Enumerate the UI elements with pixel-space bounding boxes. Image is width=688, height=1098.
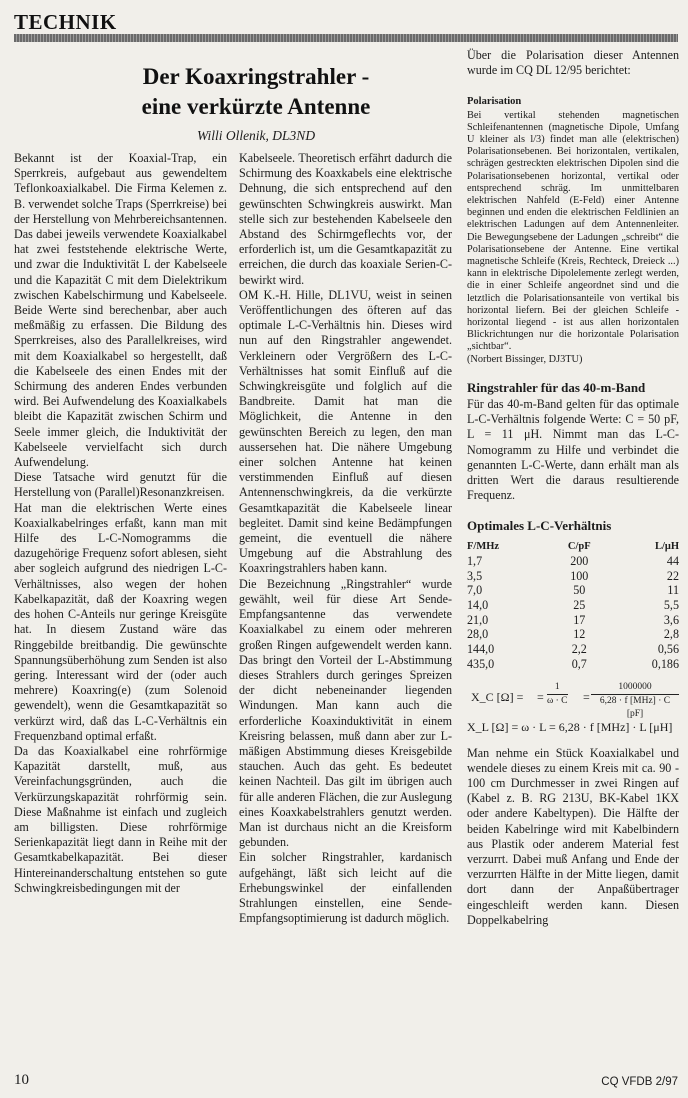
paragraph: Man nehme ein Stück Koaxialkabel und wendele dieses zu einem Kreis mit ca. 90 - 100 cm Durchmesser in zwei Ringen auf (Kabel z. B. RG 213U, BK-Kabel 1KX oder andere Kabeltypen). Die Hälfte der beiden Kabelringe wird mit Kabelbindern aus Plastik oder anderem Material fest verzurrt. Dabei muß Anfang und Ende der verzurrten Hälfte in der Mitte liegen, damit dort dann der Anpaßübertrager eingeschleift werden kann. Diesen Doppelkabelring (467, 745, 679, 927)
table-cell: 3,5 (467, 568, 483, 583)
table-cell: 25 (573, 598, 586, 613)
box-title: Polarisation (467, 96, 522, 108)
table-cell: 11 (667, 583, 679, 598)
table-cell: 2,8 (663, 627, 679, 642)
paragraph: Für das 40-m-Band gelten für das optimale L-C-Verhältnis folgende Werte: C = 50 pF, L = 11 μH. Nimmt man das L-C-Nomogramm zu Hilfe und verbindet die genannten L-C-Werte, dann erhält man als dritten Wert die daraus resultierende Frequenz. (467, 397, 679, 503)
xc-formula: X_C [Ω] = = $\frac{1}{\omega \cdot C}$ = 1000000 6,28 · f [MHz] · C [pF] (467, 680, 679, 716)
column-3 (467, 48, 679, 928)
box-credit: (Norbert Bissinger, DJ3TU) (467, 353, 583, 365)
header-rule (14, 34, 678, 42)
table-cell: 22 (666, 568, 679, 583)
table-cell: 3,6 (663, 612, 679, 627)
table-row (467, 569, 679, 584)
title-line-2: eine verkürzte Antenne (141, 94, 371, 119)
xc-fraction-2 (591, 681, 679, 721)
table-header-row (467, 539, 679, 554)
paragraph: Da das Koaxialkabel eine rohrförmige Kapazität darstellt, muß, aus Vereinfachungsgründen, auch die Verkürzungskapazität rohrförmig sein. Diese Maßnahme ist einfach und zugleich am billigsten. Diese rohrförmige Serienkapazität liegt dann in Reihe mit der Gesamtkabelkapazität. Bei dieser Hintereinanderschaltung entstehen so gute Schwingkreisbedingungen mit der (14, 743, 227, 895)
table-cell: 0,186 (651, 656, 679, 671)
paragraph: Kabelseele. Theoretisch erfährt dadurch die Schirmung des Koaxkabels eine elektrische Dehnung, die sich entsprechend auf den gewünschten Schwingkreis auswirkt. Man stelle sich zur bestehenden Kabelseele den Abstand des Schirmgeflechts vor, der erforderlich ist, um die Gesamtkapazität zu erreichen, die durch das koaxiale Serien-C- bewirkt wird. (239, 151, 452, 287)
table-row (467, 583, 679, 598)
xc-lhs: X_C [Ω] = (471, 689, 524, 704)
table-cell: 144,0 (467, 642, 495, 657)
xl-formula: X_L [Ω] = ω · L = 6,28 · f [MHz] · L [μH] (467, 719, 673, 734)
table-header: F/MHz (467, 540, 500, 552)
subheading-lc-ratio: Optimales L-C-Verhältnis (467, 517, 612, 533)
xc-fraction-1 (547, 681, 568, 708)
table-cell: 28,0 (467, 627, 489, 642)
paragraph: OM K.-H. Hille, DL1VU, weist in seinen Veröffentlichungen des öfteren auf das optimale L-C-Verhältnis hin. Dieses wird nun auf den Ringstrahler angewendet. Verkleinern oder Vergrößern des L-C-Verhältnisses hat somit Einfluß auf die Schwingkreisgüte und folglich auf die Bandbreite. Damit hat man die Möglichkeit, die Antenne in den gewünschten Bereich zu legen, den man aussersehen hat. Die nähere Umgebung einer solchen Antenne hat keinen verstimmenden Einfluß auf diesen Antennenschwingkreis, da die verkürzte Gesamtkapazität die Kabelseele linear begleitet. Damit sind keine Bedämpfungen gemeint, die eventuell die nähere Umgebung auf die Abstrahlung des Koaxringstrahlers haben kann. (239, 287, 452, 576)
intro-paragraph: Über die Polarisation dieser Antennen wurde im CQ DL 12/95 berichtet: (467, 48, 679, 78)
issue-label: CQ VFDB 2/97 (601, 1076, 678, 1088)
box-text: Bei vertikal stehenden magnetischen Schleifenantennen (magnetische Dipole, Umfang U kleiner als l/3) findet man alle (elektrischen) Polarisationsebenen. Bei horizontalen, vertikalen, schrägen gestreckten elektrischen Dipolen sind die Polarisationsebenen horizontal, vertikal oder entsprechend schräg. Im unmittelbaren elektrischen Nahfeld (E-Feld) einer Antenne beginnen und enden die elektrischen Feldlinien an elektrischen Ladungen auf dem Antennenleiter. Die Bewegungsebene der Ladungen „schreibt“ die Polarisationsebene der Antenne. Eine vertikal magnetische Schleife (Kreis, Rechteck, Dreieck ...) kann in elektrische Dipolelemente zerlegt werden, die in einer Schleife angeordnet sind und die letztlich die Polarisationsanteile von vertikal bis horizontal liefern. Bei der gleichen Schleife - horizontal liegend - ist aus allen horizontalen Blickrichtungen nur die horizontale Polarisation „sichtbar“. (467, 109, 679, 353)
table-cell: 200 (570, 553, 589, 568)
table-cell: 21,0 (467, 612, 489, 627)
fraction-numerator: 1000000 (591, 681, 679, 695)
table-cell: 435,0 (467, 656, 495, 671)
table-cell: 0,7 (571, 656, 587, 671)
table-row (467, 657, 679, 672)
column-2 (239, 151, 452, 926)
table-row (467, 627, 679, 642)
paragraph: Die Bezeichnung „Ringstrahler“ wurde gewählt, weil für diese Art Sende-Empfangsantenne das verwendete Koaxialkabel zu einem oder mehreren großen Ringen aufgewendelt werden kann. Das bringt den Vorteil der L-Abstimmung dieses Strahlers durch geringes Spreizen der dicht nebeneinander liegenden Windungen. Man kann auch die erforderliche Koaxinduktivität in einem Kreisring belassen, muß dann aber zur L-mäßigen Abstimmung dieses Kreisgebilde stauchen. Auch das geht. Es bedeutet keinen Nachteil. Das gilt im übrigen auch für alle anderen Flächen, die zur Auslegung eines Koaxkabelstrahlers genutzt werden. Man ist durchaus nicht an die Kreisform gebunden. (239, 576, 452, 850)
column-1 (14, 151, 227, 896)
paragraph: Ein solcher Ringstrahler, kardanisch aufgehängt, läßt sich leicht auf die Erhebungswinkel der einfallenden Strahlungen einstellen, eine Sende-Empfangsoptimierung ist dadurch möglich. (239, 850, 452, 926)
section-header: TECHNIK (14, 10, 117, 34)
table-row (467, 642, 679, 657)
table-header: L/μH (654, 540, 679, 552)
table-cell: 2,2 (571, 642, 587, 657)
polarisation-box (467, 96, 679, 365)
table-row (467, 598, 679, 613)
table-cell: 17 (573, 612, 586, 627)
table-row (467, 613, 679, 628)
table-cell: 14,0 (467, 598, 489, 613)
title-line-1: Der Koaxringstrahler - (142, 64, 370, 89)
table-cell: 50 (573, 583, 586, 598)
table-cell: 12 (573, 627, 586, 642)
fraction-numerator: 1 (547, 681, 568, 695)
table-cell: 100 (570, 568, 589, 583)
article-author: Willi Ollenik, DL3ND (196, 128, 316, 143)
lc-table (467, 539, 679, 672)
table-cell: 5,5 (663, 598, 679, 613)
table-header: C/pF (567, 540, 591, 552)
article-title (60, 62, 452, 122)
fraction-denominator: 6,28 · f [MHz] · C [pF] (599, 695, 671, 719)
table-row (467, 554, 679, 569)
table-cell: 1,7 (467, 553, 483, 568)
table-cell: 0,56 (657, 642, 679, 657)
paragraph: Hat man die elektrischen Werte eines Koaxialkabelringes erfaßt, kann man mit Hilfe des L-C-Nomogramms die dazugehörige Frequenz sofort ablesen, sieht aber sogleich aufgrund des niedrigen L-C-Verhältnisses, also wegen der hohen Kabelkapazität, daß der Koaxring wegen des hohen C-Anteils nur geringe Kreisgüte hat. In diesem Zustand wäre das Ringgebilde breitbandig. Die gewünschte Spannungsüberhöhung zum Senden ist also gering. Interessant wird der (oder auch mehrere) Koaxring(e) (zum Solenoid gewendelt), wenn die Gesamtkapazität so verkürzt wird, daß das L-C-Verhältnis ein Frequenzband optimal erfaßt. (14, 500, 227, 743)
table-cell: 7,0 (467, 583, 483, 598)
paragraph: Diese Tatsache wird genutzt für die Herstellung von (Parallel)Resonanzkreisen. (14, 470, 227, 500)
paragraph: Bekannt ist der Koaxial-Trap, ein Sperrkreis, aufgebaut aus gewendeltem Teflonkoaxialkabel. Die Firma Kelemen z. B. verwendet solche Traps (Sperrkreise) bei der Herstellung von Mehrbereichsantennen. Das dabei jeweils verwendete Koaxialkabel hat zwei feststehende elektrische Werte, und zwar die Induktivität L der Kabelseele und die Kapazität C mit dem Dielektrikum zwischen Kabelschirmung und Kabelseele. Beide Werte sind berechenbar, aber auch meßmäßig zu erfassen. Die Bildung des Sperrkreises, also des Parallelkreises, wird mit dem Koaxialkabel so hergestellt, daß die Kabelseele des einen Endes mit der Schirmung des anderen Endes verbunden wird. Bei Aufwendelung des Koaxialkabels bleibt die Kapazität zwischen Schirm und Seele immer gleich, die Induktivität der Kabelseele vervielfacht sich durch Aufwendelung. (14, 151, 227, 470)
table-cell: 44 (666, 553, 679, 568)
fraction-denominator: ω · C (547, 695, 568, 706)
subheading-40m: Ringstrahler für das 40-m-Band (467, 379, 646, 395)
page-number: 10 (14, 1072, 29, 1088)
